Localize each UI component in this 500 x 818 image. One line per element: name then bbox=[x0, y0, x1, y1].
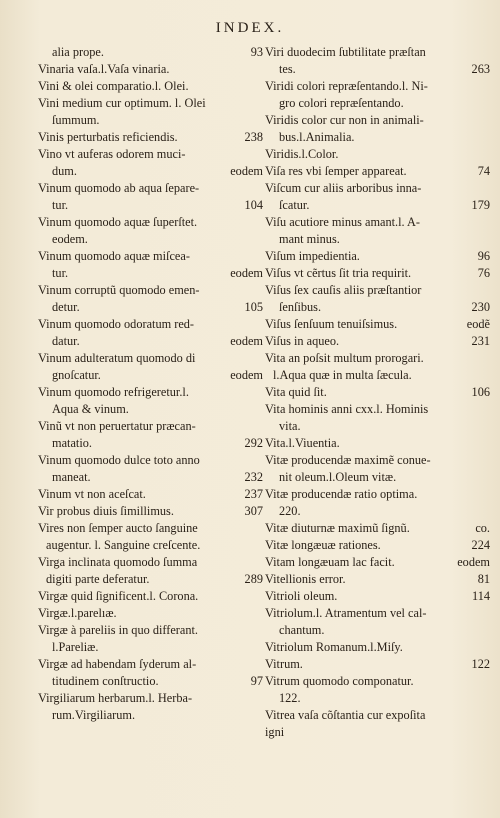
index-entry-text: Vinũ vt non peruertatur præcan- bbox=[38, 419, 196, 433]
index-entry-page: 230 bbox=[471, 300, 490, 314]
index-entry-text: Vitriolum Romanum.l.Miſy. bbox=[265, 640, 403, 654]
index-entry-text: Viridi colori repræſentando.l. Ni- bbox=[265, 79, 428, 93]
index-entry-text: nit oleum.l.Oleum vitæ. bbox=[279, 470, 397, 484]
index-entry-page: 179 bbox=[471, 198, 490, 212]
index-entry bbox=[265, 163, 490, 180]
index-entry bbox=[38, 418, 263, 435]
index-entry-text: Vinaria vaſa.l.Vaſa vinaria. bbox=[38, 62, 170, 76]
index-entry-page: 106 bbox=[471, 385, 490, 399]
index-entry-text: Vitrea vaſa cõſtantia cur expoſita bbox=[265, 708, 426, 722]
index-entry-page: 232 bbox=[244, 470, 263, 484]
index-entry bbox=[38, 537, 263, 554]
index-entry-page: 104 bbox=[244, 198, 263, 212]
index-entry bbox=[38, 707, 263, 724]
index-entry-text: Vires non ſemper aucto ſanguine bbox=[38, 521, 198, 535]
index-entry bbox=[265, 690, 490, 707]
index-entry-text: Viſus vt cẽrtus ſit tria requirit. bbox=[265, 266, 412, 280]
index-entry bbox=[265, 571, 490, 588]
index-entry bbox=[38, 214, 263, 231]
index-entry bbox=[38, 622, 263, 639]
index-entry-page: 237 bbox=[244, 487, 263, 501]
index-entry bbox=[265, 367, 490, 384]
index-entry bbox=[38, 690, 263, 707]
index-entry-text: Viſum impedientia. bbox=[265, 249, 360, 263]
index-entry-text: Viſcum cur aliis arboribus inna- bbox=[265, 181, 422, 195]
index-entry-text: Vinum quomodo aquæ ſuperſtet. bbox=[38, 215, 198, 229]
index-entry bbox=[265, 214, 490, 231]
index-entry bbox=[38, 588, 263, 605]
index-entry-text: Vitæ diuturnæ maximũ ſignũ. bbox=[265, 521, 410, 535]
index-entry-text: datur. bbox=[52, 334, 80, 348]
index-entry bbox=[38, 503, 263, 520]
index-entry-text: Vita.l.Viuentia. bbox=[265, 436, 340, 450]
index-entry bbox=[38, 180, 263, 197]
index-entry bbox=[38, 316, 263, 333]
index-entry-page: 93 bbox=[250, 45, 263, 59]
index-entry bbox=[38, 333, 263, 350]
index-entry bbox=[38, 384, 263, 401]
index-entry-text: 220. bbox=[279, 504, 301, 518]
index-entry bbox=[265, 350, 490, 367]
index-entry bbox=[265, 146, 490, 163]
index-entry bbox=[265, 384, 490, 401]
index-entry-text: maneat. bbox=[52, 470, 91, 484]
index-entry bbox=[265, 605, 490, 622]
index-entry-text: Virgæ.l.parelıæ. bbox=[38, 606, 117, 620]
index-entry-text: Virgæ ad habendam ſyderum al- bbox=[38, 657, 197, 671]
index-entry-page: eodem bbox=[230, 334, 263, 348]
index-entry-text: rum.Virgiliarum. bbox=[52, 708, 136, 722]
index-entry bbox=[38, 605, 263, 622]
index-entry-page: 81 bbox=[477, 572, 490, 586]
index-entry bbox=[265, 333, 490, 350]
index-entry-page: 96 bbox=[477, 249, 490, 263]
index-entry bbox=[265, 486, 490, 503]
index-entry-page: 307 bbox=[244, 504, 263, 518]
index-entry bbox=[38, 554, 263, 571]
index-entry-text: Vino vt auferas odorem muci- bbox=[38, 147, 186, 161]
index-entry bbox=[38, 112, 263, 129]
page-header: INDEX. bbox=[215, 20, 285, 36]
index-entry bbox=[38, 163, 263, 180]
index-entry-text: Vinum quomodo dulce toto anno bbox=[38, 453, 200, 467]
index-entry-text: Vinum adulteratum quomodo di bbox=[38, 351, 196, 365]
index-entry-text: Vinum vt non aceſcat. bbox=[38, 487, 146, 501]
index-entry-text: dum. bbox=[52, 164, 77, 178]
index-entry-text: Vitellionis error. bbox=[265, 572, 346, 586]
index-entry-text: Vitriolum.l. Atramentum vel cal- bbox=[265, 606, 427, 620]
index-entry-text: eodem. bbox=[52, 232, 88, 246]
index-entry bbox=[38, 197, 263, 214]
index-entry-page: eodem bbox=[230, 164, 263, 178]
index-entry bbox=[265, 707, 490, 724]
index-entry bbox=[38, 486, 263, 503]
index-entry-page: eodem bbox=[457, 555, 490, 569]
index-entry bbox=[265, 299, 490, 316]
index-entry-page: 97 bbox=[250, 674, 263, 688]
index-entry bbox=[265, 231, 490, 248]
index-entry bbox=[265, 469, 490, 486]
index-entry-page: 289 bbox=[244, 572, 263, 586]
index-entry-text: Vita hominis anni cxx.l. Hominis bbox=[265, 402, 429, 416]
index-entry bbox=[38, 265, 263, 282]
index-entry-page: 122 bbox=[471, 657, 490, 671]
index-entry-text: augentur. l. Sanguine creſcente. bbox=[46, 538, 201, 552]
index-entry-page: 231 bbox=[471, 334, 490, 348]
index-entry bbox=[38, 435, 263, 452]
index-entry-text: l.Aqua quæ in multa ſæcula. bbox=[273, 368, 412, 382]
index-entry-page: 292 bbox=[244, 436, 263, 450]
index-entry bbox=[265, 588, 490, 605]
index-entry-text: ſenſibus. bbox=[279, 300, 322, 314]
index-entry-text: Viſa res vbi ſemper appareat. bbox=[265, 164, 407, 178]
index-entry-text: Vitrum. bbox=[265, 657, 303, 671]
index-entry bbox=[38, 639, 263, 656]
index-entry bbox=[38, 571, 263, 588]
index-entry bbox=[38, 78, 263, 95]
index-entry-text: Vinis perturbatis reficiendis. bbox=[38, 130, 178, 144]
index-entry bbox=[265, 180, 490, 197]
index-entry bbox=[265, 673, 490, 690]
index-entry bbox=[38, 231, 263, 248]
index-entry bbox=[38, 673, 263, 690]
index-entry bbox=[265, 537, 490, 554]
index-entry bbox=[265, 520, 490, 537]
index-entry-text: Vitrioli oleum. bbox=[265, 589, 338, 603]
index-entry-text: Virga inclinata quomodo ſumma bbox=[38, 555, 198, 569]
index-entry-text: Viſus ſex cauſis aliis præſtantior bbox=[265, 283, 422, 297]
index-entry-text: Vitæ producendæ maximẽ conue- bbox=[265, 453, 431, 467]
index-entry-text: gnoſcatur. bbox=[52, 368, 101, 382]
index-entry bbox=[265, 452, 490, 469]
index-entry-page: 263 bbox=[471, 62, 490, 76]
index-entry-page: 105 bbox=[244, 300, 263, 314]
index-entry-text: titudinem conſtructio. bbox=[52, 674, 159, 688]
index-entry-page: 76 bbox=[477, 266, 490, 280]
index-entry bbox=[38, 129, 263, 146]
index-entry-text: Vita quid ſit. bbox=[265, 385, 327, 399]
index-entry bbox=[265, 112, 490, 129]
index-column-left bbox=[38, 44, 263, 724]
index-entry-text: Vita an poſsit multum prorogari. bbox=[265, 351, 424, 365]
index-entry-text: Aqua & vinum. bbox=[52, 402, 129, 416]
index-entry bbox=[265, 418, 490, 435]
index-entry bbox=[38, 469, 263, 486]
index-entry-text: digiti parte deferatur. bbox=[46, 572, 150, 586]
index-entry-text: tes. bbox=[279, 62, 296, 76]
index-entry bbox=[265, 401, 490, 418]
index-entry bbox=[265, 724, 490, 741]
index-entry-text: l.Pareliæ. bbox=[52, 640, 99, 654]
index-entry-page: eodẽ bbox=[466, 317, 490, 331]
index-entry-text: vita. bbox=[279, 419, 301, 433]
index-entry bbox=[38, 146, 263, 163]
index-entry-text: Virgæ à pareliis in quo differant. bbox=[38, 623, 198, 637]
index-entry bbox=[38, 61, 263, 78]
index-entry bbox=[265, 61, 490, 78]
index-entry bbox=[265, 248, 490, 265]
index-entry-text: Vitæ longæuæ rationes. bbox=[265, 538, 381, 552]
index-entry bbox=[265, 554, 490, 571]
index-entry bbox=[265, 95, 490, 112]
index-entry bbox=[265, 44, 490, 61]
index-entry-text: Viſu acutiore minus amant.l. A- bbox=[265, 215, 420, 229]
index-entry-text: Vinum quomodo ab aqua ſepare- bbox=[38, 181, 200, 195]
index-entry-text: Viri duodecim ſubtilitate præſtan bbox=[265, 45, 426, 59]
index-entry-page: eodem bbox=[230, 368, 263, 382]
index-entry bbox=[265, 265, 490, 282]
index-entry-text: Vir probus diuis ſimillimus. bbox=[38, 504, 174, 518]
index-entry-page: eodem bbox=[230, 266, 263, 280]
index-entry bbox=[265, 622, 490, 639]
index-entry-text: Viſus in aqueo. bbox=[265, 334, 340, 348]
index-entry-text: tur. bbox=[52, 198, 69, 212]
index-entry-text: igni bbox=[265, 725, 285, 739]
index-entry-text: Vitrum quomodo componatur. bbox=[265, 674, 414, 688]
index-entry-text: Vinum quomodo odoratum red- bbox=[38, 317, 195, 331]
index-entry-page: 74 bbox=[477, 164, 490, 178]
index-entry-text: bus.l.Animalia. bbox=[279, 130, 355, 144]
index-entry-page: 114 bbox=[472, 589, 490, 603]
index-entry-text: Vinum corruptũ quomodo emen- bbox=[38, 283, 200, 297]
index-entry-text: tur. bbox=[52, 266, 69, 280]
index-column-right bbox=[265, 44, 490, 741]
index-entry bbox=[38, 95, 263, 112]
index-entry-text: alia prope. bbox=[52, 45, 104, 59]
index-entry bbox=[265, 639, 490, 656]
index-entry-text: Vinum quomodo refrigeretur.l. bbox=[38, 385, 189, 399]
index-entry bbox=[38, 401, 263, 418]
index-entry-text: Vitam longæuam lac facit. bbox=[265, 555, 395, 569]
index-entry bbox=[38, 350, 263, 367]
index-entry-text: 122. bbox=[279, 691, 301, 705]
index-entry bbox=[265, 197, 490, 214]
index-entry-text: ſummum. bbox=[52, 113, 100, 127]
index-entry bbox=[265, 282, 490, 299]
index-entry-text: detur. bbox=[52, 300, 80, 314]
index-entry bbox=[38, 656, 263, 673]
index-entry bbox=[38, 520, 263, 537]
index-entry-page: 224 bbox=[471, 538, 490, 552]
index-entry bbox=[38, 367, 263, 384]
index-entry bbox=[265, 316, 490, 333]
index-entry bbox=[265, 656, 490, 673]
index-entry-text: Virgiliarum herbarum.l. Herba- bbox=[38, 691, 193, 705]
index-entry-text: mant minus. bbox=[279, 232, 340, 246]
index-entry-text: Vitæ producendæ ratio optima. bbox=[265, 487, 418, 501]
index-entry bbox=[265, 435, 490, 452]
index-entry-text: matatio. bbox=[52, 436, 92, 450]
index-entry bbox=[38, 299, 263, 316]
index-entry-text: Viridis.l.Color. bbox=[265, 147, 339, 161]
index-entry-text: Viſus ſenſuum tenuiſsimus. bbox=[265, 317, 398, 331]
index-entry bbox=[38, 282, 263, 299]
index-entry bbox=[38, 248, 263, 265]
index-entry bbox=[265, 503, 490, 520]
index-entry-text: chantum. bbox=[279, 623, 325, 637]
index-entry-page: co. bbox=[475, 521, 490, 535]
index-entry bbox=[38, 452, 263, 469]
index-entry-text: ſcatur. bbox=[279, 198, 310, 212]
index-entry-text: Viridis color cur non in animali- bbox=[265, 113, 424, 127]
index-entry-text: Virgæ quid ſignificent.l. Corona. bbox=[38, 589, 199, 603]
index-entry bbox=[38, 44, 263, 61]
index-entry-text: Vinum quomodo aquæ miſcea- bbox=[38, 249, 190, 263]
index-entry-text: Vini medium cur optimum. l. Olei bbox=[38, 96, 206, 110]
index-entry bbox=[265, 78, 490, 95]
index-entry-text: gro colori repræſentando. bbox=[279, 96, 404, 110]
index-entry bbox=[265, 129, 490, 146]
index-entry-text: Vini & olei comparatio.l. Olei. bbox=[38, 79, 189, 93]
index-entry-page: 238 bbox=[244, 130, 263, 144]
